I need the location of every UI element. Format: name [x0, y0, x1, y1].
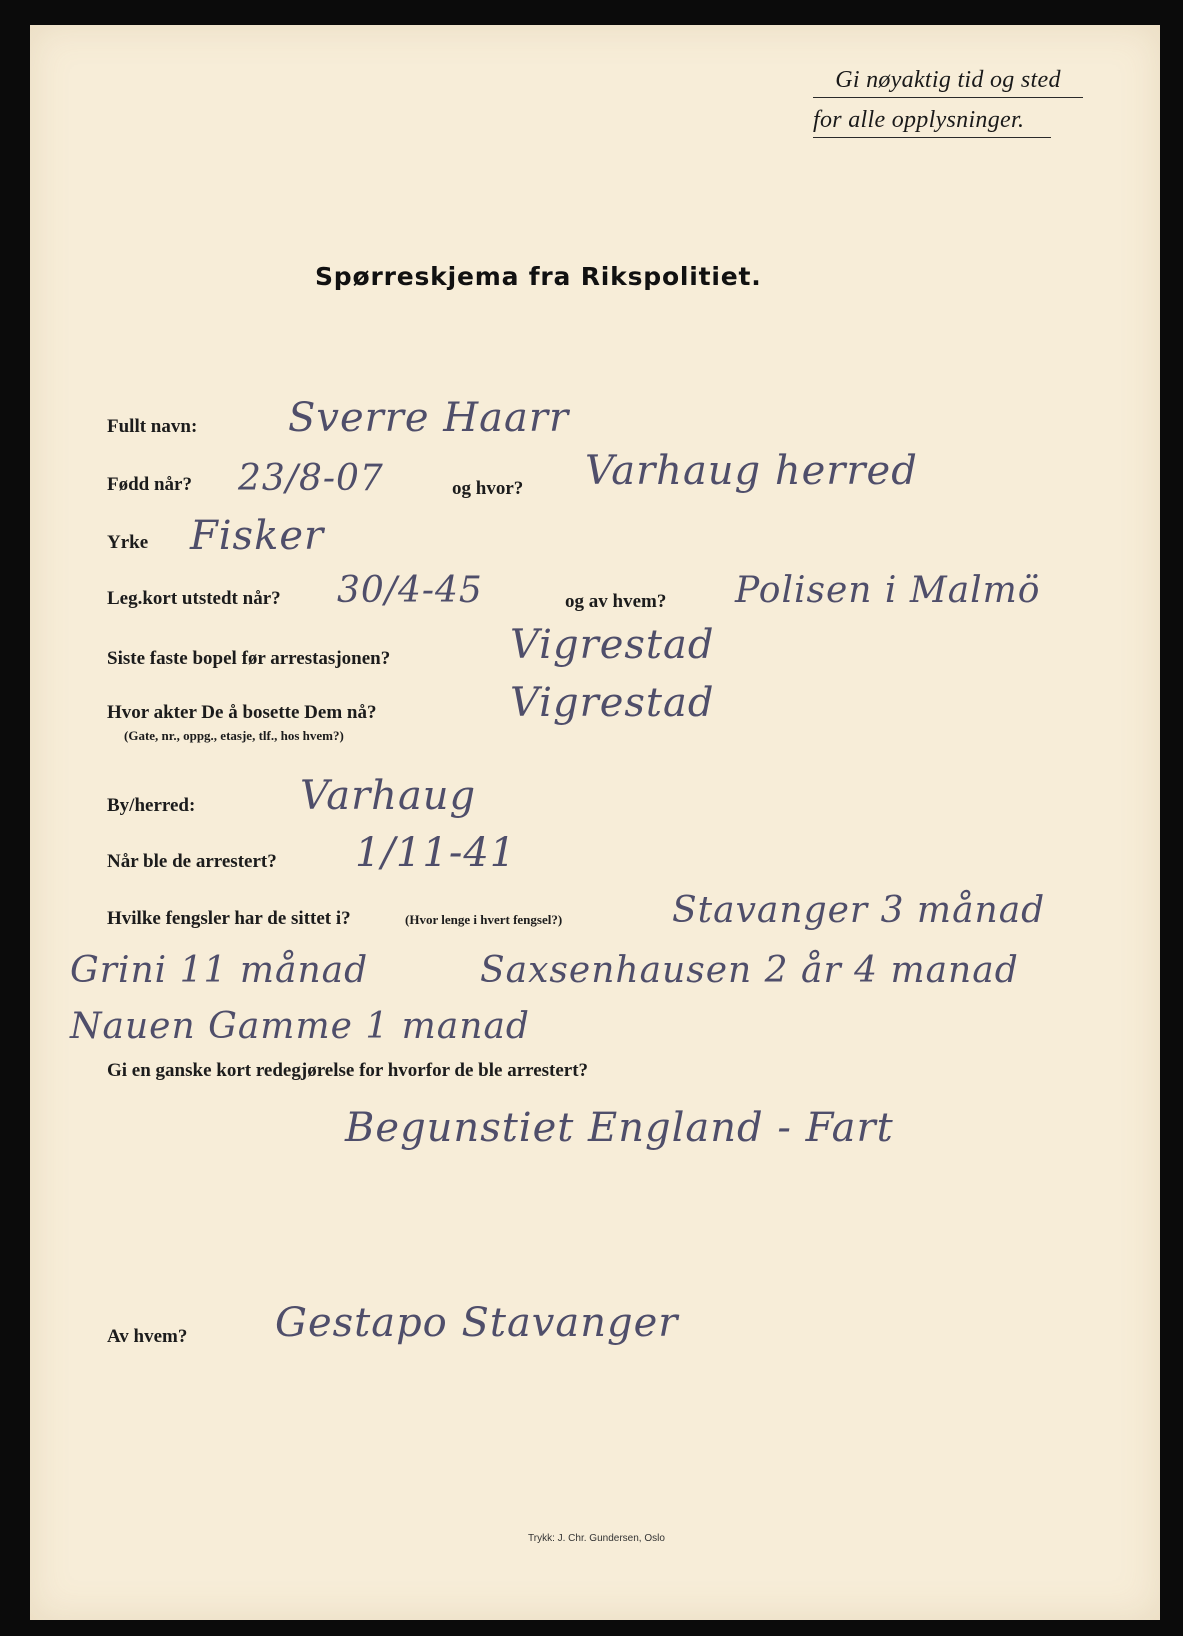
born-when-value: 23/8-07: [238, 458, 384, 499]
born-when-label: Fødd når?: [107, 474, 192, 495]
full-name-value: Sverre Haarr: [288, 395, 570, 441]
prisons-sublabel: (Hvor lenge i hvert fengsel?): [405, 912, 563, 927]
prisons-label: Hvilke fengsler har de sittet i?: [107, 908, 351, 929]
occupation-value: Fisker: [190, 513, 325, 559]
reason-label: Gi en ganske kort redegjørelse for hvorfor de ble arrestert?: [107, 1060, 589, 1081]
printer-credit: Trykk: J. Chr. Gundersen, Oslo: [528, 1533, 665, 1544]
intended-residence-label: Hvor akter De å bosette Dem nå?: [107, 702, 377, 723]
full-name-label: Fullt navn:: [107, 416, 198, 437]
intended-residence-sublabel: (Gate, nr., oppg., etasje, tlf., hos hvem?): [124, 728, 344, 743]
prisons-line-3: Nauen Gamme 1 manad: [70, 1006, 530, 1047]
id-issued-by-label: og av hvem?: [565, 591, 667, 612]
prisons-line-2b: Saxsenhausen 2 år 4 manad: [480, 950, 1019, 991]
arrested-when-label: Når ble de arrestert?: [107, 851, 277, 872]
arrested-by-label: Av hvem?: [107, 1326, 188, 1347]
municipality-label: By/herred:: [107, 795, 196, 816]
id-issued-when-label: Leg.kort utstedt når?: [107, 588, 281, 609]
intended-residence-value: Vigrestad: [510, 680, 715, 726]
prisons-line-1: Stavanger 3 månad: [672, 890, 1046, 931]
instruction-line-1: Gi nøyaktig tid og sted: [813, 67, 1083, 98]
occupation-label: Yrke: [107, 532, 149, 553]
last-residence-value: Vigrestad: [510, 622, 715, 668]
born-where-label: og hvor?: [452, 478, 524, 499]
arrested-by-value: Gestapo Stavanger: [275, 1300, 679, 1346]
id-issued-by-value: Polisen i Malmö: [735, 570, 1041, 611]
instruction-line-2: for alle opplysninger.: [813, 107, 1051, 138]
arrested-when-value: 1/11-41: [355, 830, 517, 876]
prisons-line-2a: Grini 11 månad: [70, 950, 369, 991]
municipality-value: Varhaug: [300, 773, 477, 819]
id-issued-when-value: 30/4-45: [337, 570, 483, 611]
born-where-value: Varhaug herred: [585, 448, 918, 494]
form-title: Spørreskjema fra Rikspolitiet.: [315, 262, 762, 291]
reason-value: Begunstiet England - Fart: [345, 1105, 894, 1151]
last-residence-label: Siste faste bopel før arrestasjonen?: [107, 648, 391, 669]
